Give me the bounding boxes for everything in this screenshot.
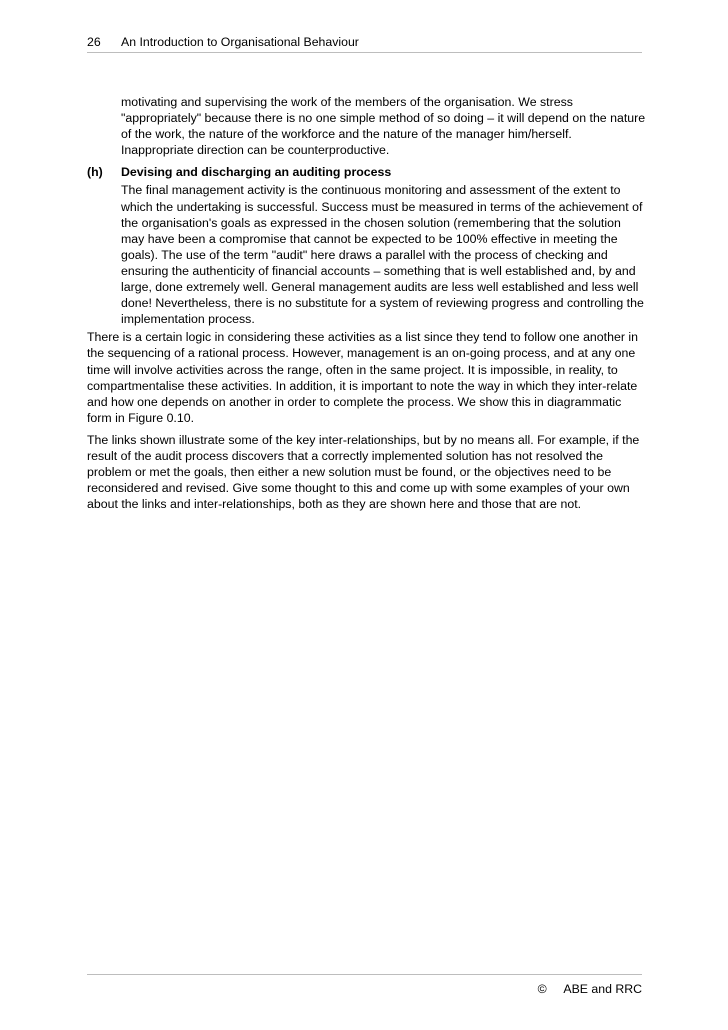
section-h-title: Devising and discharging an auditing process [121, 165, 392, 180]
links-paragraph: The links shown illustrate some of the key inter-relationships, but by no means all. For example, if the result of the audit process discovers that a correctly implemented solution has not resolved the problem or met the goals, then either a new solution must be found, or the objectives need to be reconsidered and revised. Give some thought to this and come up with some examples of your own about the links and inter-relationships, both as they are shown here and those that are not. [87, 432, 640, 512]
footer-divider [87, 974, 642, 975]
header-divider [87, 52, 642, 53]
logic-paragraph: There is a certain logic in considering these activities as a list since they tend to follow one another in the sequencing of a rational process. However, management is an on-going process, and at any one time will involve activities across the range, often in the same project. It is impossible, in reality, to compartmentalise these activities. In addition, it is important to note the way in which they inter-relate and how one depends on another in order to complete the process. We show this in diagrammatic form in Figure 0.10. [87, 330, 638, 425]
page-number: 26 [87, 35, 101, 49]
section-h-label: (h) [87, 165, 103, 180]
copyright-symbol: © [537, 982, 547, 996]
page-header [87, 34, 642, 52]
document-body [87, 94, 647, 512]
section-h-heading [87, 164, 647, 180]
continuation-paragraph: motivating and supervising the work of the members of the organisation. We stress "appropriately" because there is no one simple method of so doing – it will depend on the nature of the work, the nature of the workforce and the nature of the manager him/herself. Inappropriate direction can be counterproductive. [121, 95, 646, 158]
page-footer [538, 981, 642, 997]
section-h-paragraph: The final management activity is the continuous monitoring and assessment of the extent to which the undertaking is successful. Success must be measured in terms of the achievement of the organisation's goals as expressed in the chosen solution (remembering that the solution may have been a compromise that cannot be expected to be 100% effective in meeting the goals). The use of the term "audit" here draws a parallel with the process of checking and ensuring the authenticity of financial accounts – something that is well established and, by and large, done extremely well. General management audits are less well established and less well done! Nevertheless, there is no substitute for a system of reviewing progress and controlling the implementation process. [121, 183, 644, 327]
running-title: An Introduction to Organisational Behaviour [121, 35, 359, 49]
copyright-holder: ABE and RRC [563, 982, 642, 996]
